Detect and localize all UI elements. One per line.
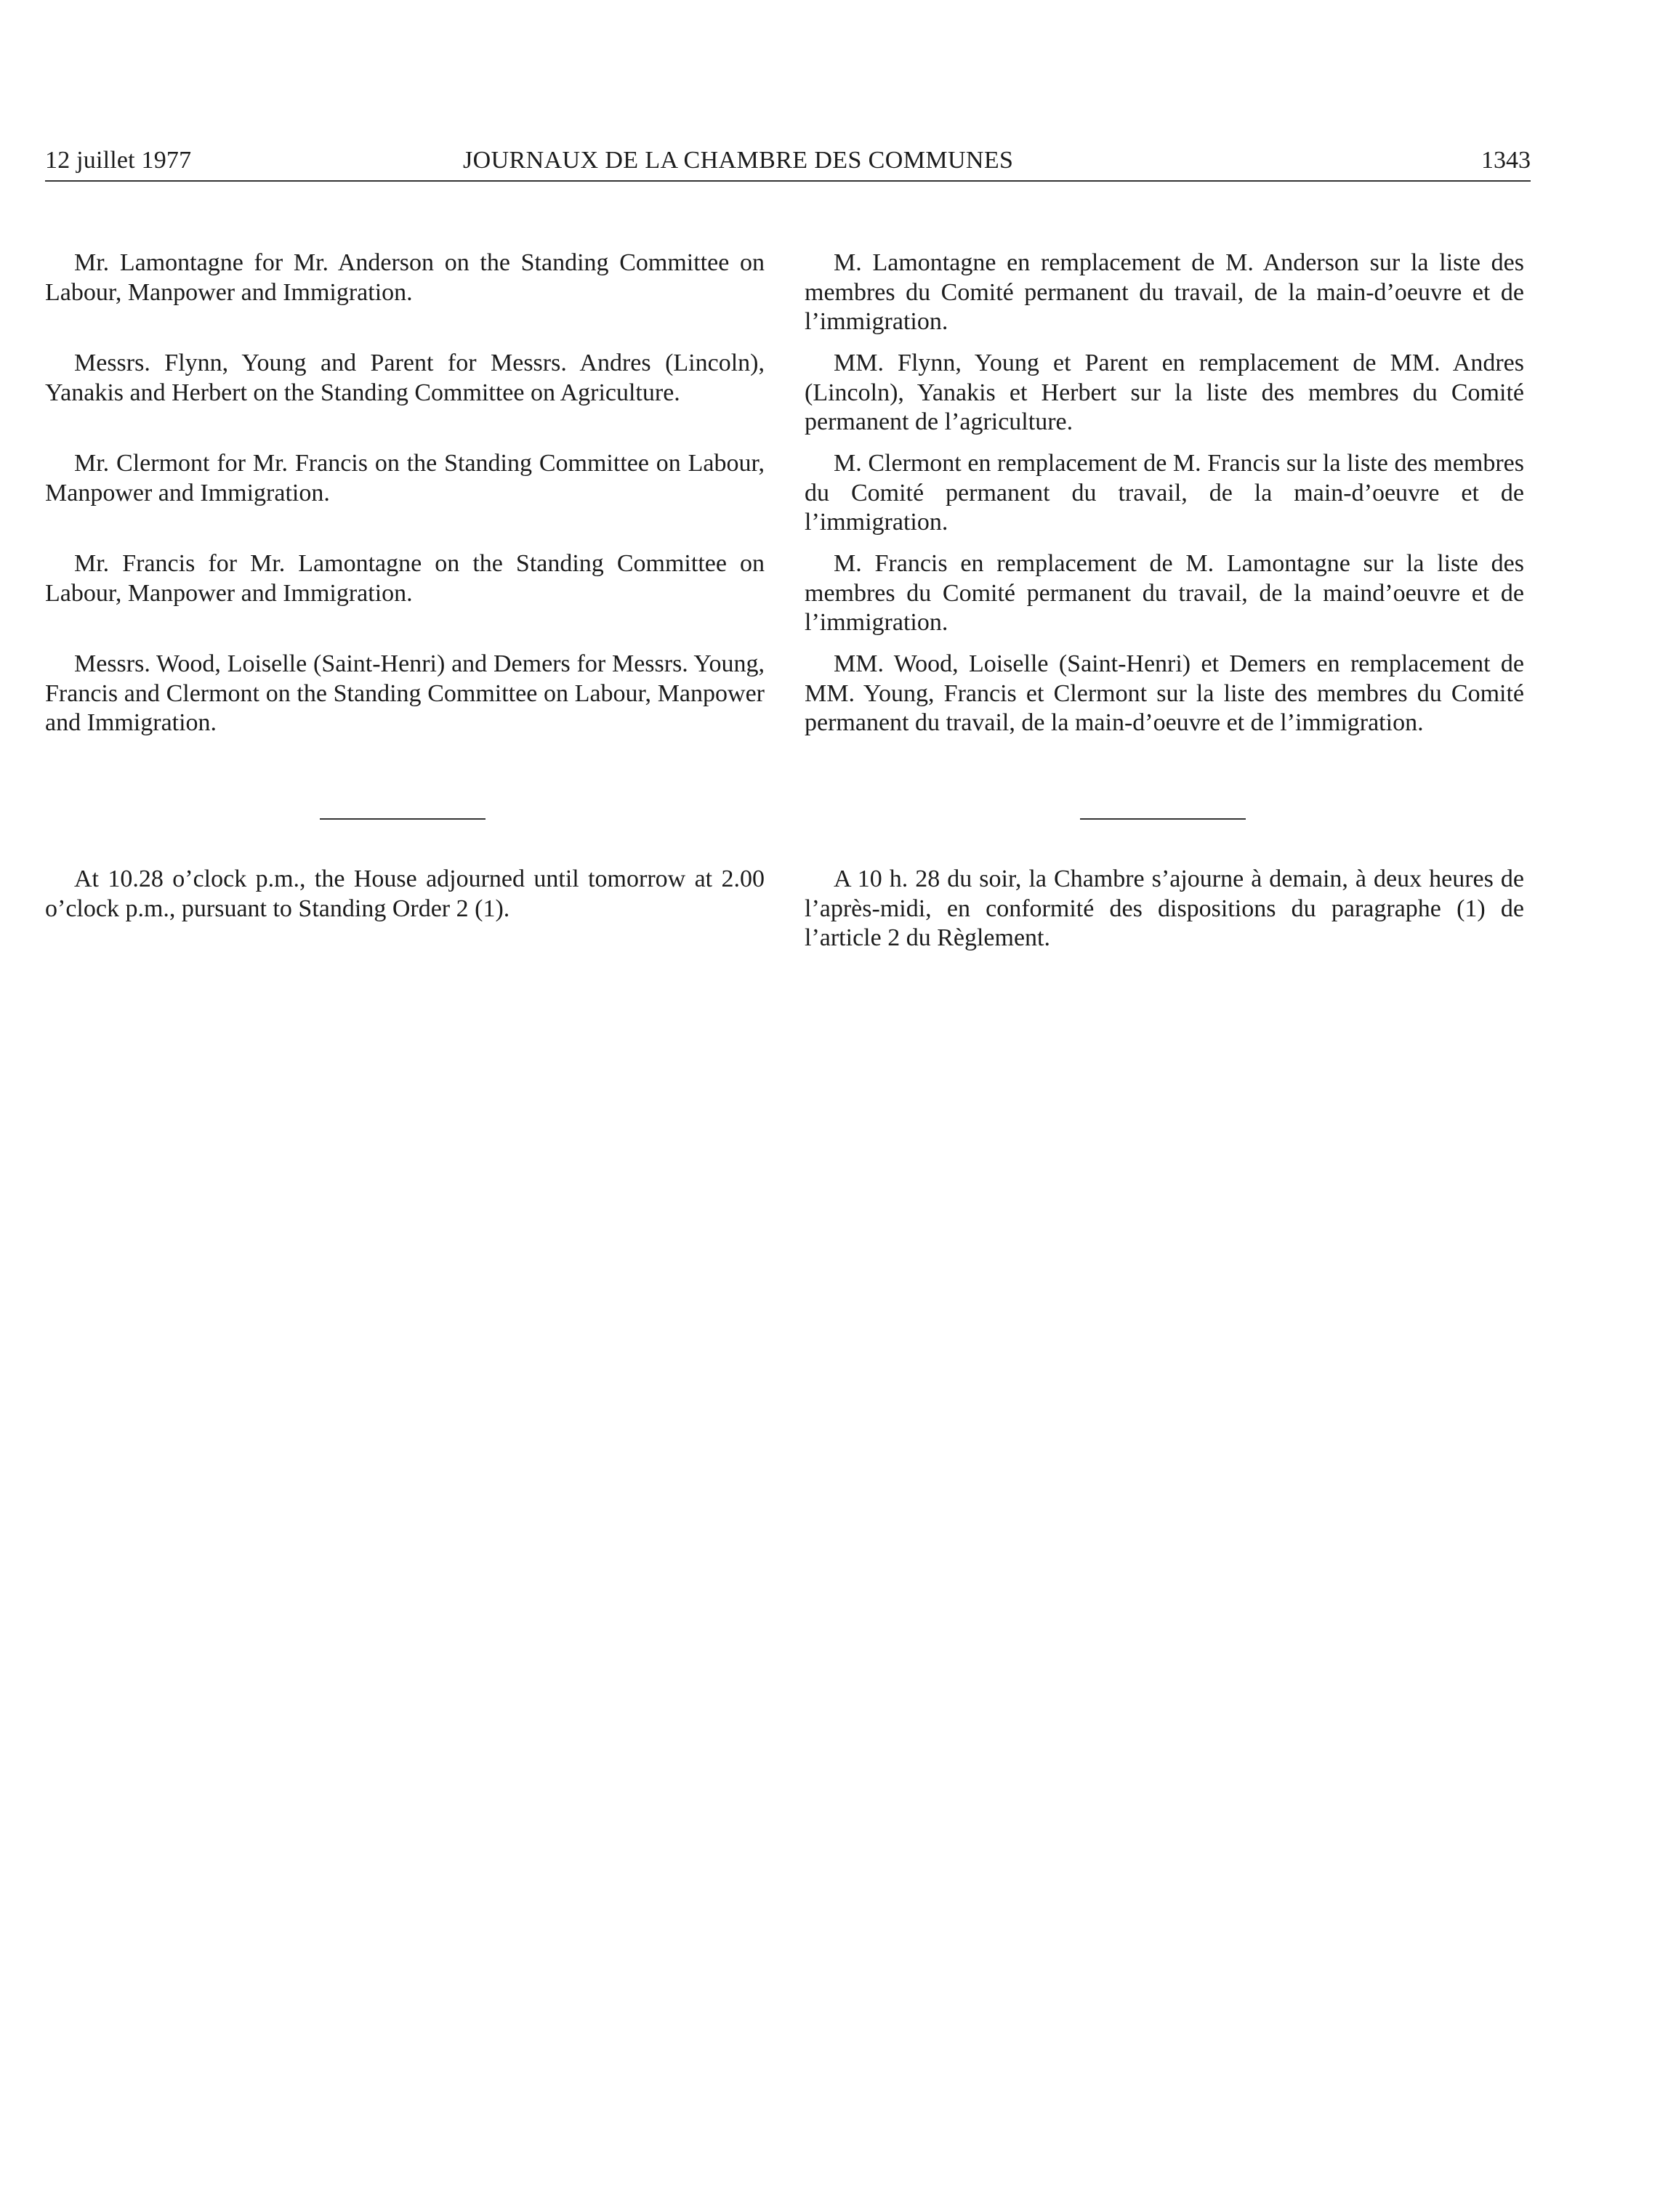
header-rule [45,180,1531,182]
english-paragraph-1: Mr. Lamontagne for Mr. Anderson on the Standing Committee on Labour, Manpower and Immigration. [45,249,765,306]
english-paragraph-2: Messrs. Flynn, Young and Parent for Messrs. Andres (Lincoln), Yanakis and Herbert on the Standing Committee on Agriculture. [45,350,765,406]
french-section-rule [1080,818,1246,820]
english-paragraph-5: Messrs. Wood, Loiselle (Saint-Henri) and Demers for Messrs. Young, Francis and Clermont on the Standing Committee on Labour, Manpower and Immigration. [45,650,765,736]
french-paragraph-3: M. Clermont en remplacement de M. Francis sur la liste des membres du Comité permanent du travail, de la main-d’oeuvre et de l’immigration. [805,450,1524,536]
header-title: JOURNAUX DE LA CHAMBRE DES COMMUNES [463,147,1014,174]
english-paragraph-4: Mr. Francis for Mr. Lamontagne on the Standing Committee on Labour, Manpower and Immigration. [45,550,765,607]
french-paragraph-5: MM. Wood, Loiselle (Saint-Henri) et Demers en remplacement de MM. Young, Francis et Clermont sur la liste des membres du Comité permanent du travail, de la main-d’oeuvre et de l’immigration. [805,650,1524,736]
french-paragraph-4: M. Francis en remplacement de M. Lamontagne sur la liste des membres du Comité permanent du travail, de la maind’oeuvre et de l’immigration. [805,550,1524,636]
french-paragraph-1: M. Lamontagne en remplacement de M. Anderson sur la liste des membres du Comité permanent du travail, de la main-d’oeuvre et de l’immigration. [805,249,1524,335]
english-paragraph-3: Mr. Clermont for Mr. Francis on the Standing Committee on Labour, Manpower and Immigration. [45,450,765,506]
french-adjournment-text: A 10 h. 28 du soir, la Chambre s’ajourne à demain, à deux heures de l’après-midi, en conformité des dispositions du paragraphe (1) de l’article 2 du Règlement. [805,865,1524,951]
french-paragraph-2: MM. Flynn, Young et Parent en remplacement de MM. Andres (Lincoln), Yanakis et Herbert sur la liste des membres du Comité permanent de l’agriculture. [805,350,1524,435]
header-date: 12 juillet 1977 [45,147,192,174]
page-number: 1343 [1481,147,1531,174]
english-section-rule [320,818,486,820]
english-adjournment-text: At 10.28 o’clock p.m., the House adjourned until tomorrow at 2.00 o’clock p.m., pursuant to Standing Order 2 (1). [45,865,765,922]
running-header [45,142,1531,179]
